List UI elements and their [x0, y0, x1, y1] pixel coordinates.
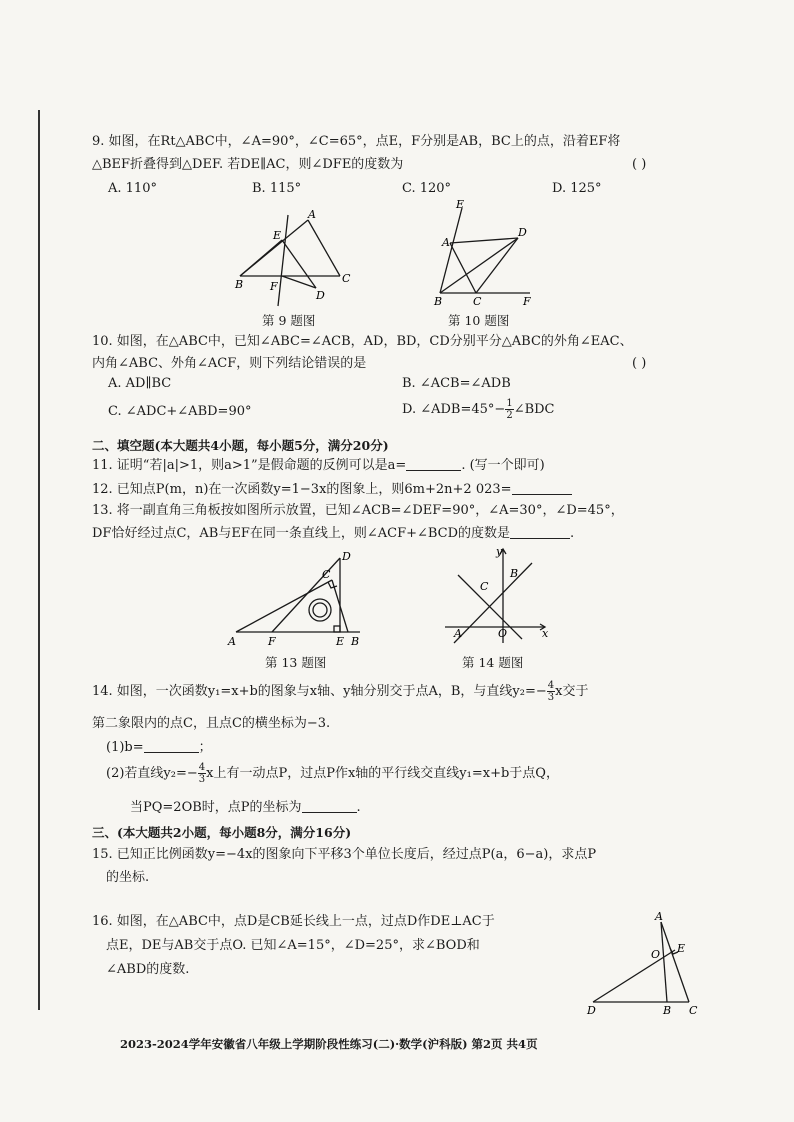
answer-paren-q9: ( ) — [632, 157, 647, 172]
question-14-line-2: 第二象限内的点C，且点C的横坐标为−3. — [92, 716, 331, 731]
page-footer: 2023-2024学年安徽省八年级上学期阶段性练习(二)·数学(沪科版) 第2页 共4页 — [120, 1037, 538, 1051]
answer-paren-q10: ( ) — [632, 356, 647, 371]
fig13-label-a: A — [228, 635, 236, 648]
fig13-label-d: D — [342, 550, 351, 563]
question-16-line-3: ∠ABD的度数. — [106, 962, 190, 977]
fig14-label-a: A — [454, 627, 462, 640]
figure-10 — [430, 198, 540, 308]
q10-option-d — [402, 398, 555, 421]
figure-16 — [585, 910, 705, 1020]
q14-frac-num: 4 — [547, 680, 555, 691]
section-2-heading: 二、填空题(本大题共4小题，每小题5分，满分20分) — [92, 438, 389, 453]
fig14-label-b: B — [510, 567, 519, 580]
question-15-line-1: 15. 已知正比例函数y=−4x的图象向下平移3个单位长度后，经过点P(a，6−a)，求点P — [92, 847, 597, 862]
question-14-line-1 — [92, 680, 692, 704]
fig10-label-a: A — [442, 236, 450, 249]
fig10-label-f: F — [523, 295, 531, 308]
figure-13 — [228, 550, 378, 650]
fig16-label-o: O — [651, 948, 661, 961]
q9-option-b: B. 115° — [252, 181, 302, 196]
q12-answer-blank[interactable] — [512, 480, 572, 495]
fig16-label-b: B — [663, 1004, 672, 1017]
fig9-label-f: F — [270, 280, 278, 293]
q9-option-d: D. 125° — [552, 181, 602, 196]
fig9-label-e: E — [273, 229, 282, 242]
fig10-label-d: D — [518, 226, 527, 239]
q14-part-2-line-1 — [106, 762, 706, 786]
fig14-label-c: C — [480, 580, 489, 593]
q14-fraction — [547, 680, 555, 703]
q14-part1-text: (1)b= — [106, 740, 144, 755]
fig16-label-e: E — [677, 942, 686, 955]
question-15-line-2: 的坐标. — [106, 870, 150, 885]
q14-part-1 — [106, 736, 706, 760]
q9-option-c: C. 120° — [402, 181, 452, 196]
fig13-caption: 第 13 题图 — [265, 655, 327, 670]
q10-fraction — [505, 398, 513, 421]
fig10-label-e: E — [456, 198, 465, 211]
fig14-label-o: O — [498, 627, 508, 640]
q14-part2-frac-den: 3 — [198, 774, 206, 785]
q14-text-suffix: x交于 — [555, 684, 589, 699]
q9-option-a: A. 110° — [108, 181, 157, 196]
q13-suffix: . — [570, 526, 575, 541]
fig10-label-b: B — [434, 295, 443, 308]
q10-option-c: C. ∠ADC+∠ABD=90° — [108, 404, 252, 419]
q14-part2-suffix: x上有一动点P，过点P作x轴的平行线交直线y₁=x+b于点Q， — [206, 766, 559, 781]
fig16-label-a: A — [655, 910, 663, 923]
q14-part2-line2-suffix: . — [356, 800, 361, 815]
fig13-label-c: C — [322, 568, 331, 581]
q10-option-b: B. ∠ACB=∠ADB — [402, 376, 511, 391]
q14-text: 14. 如图，一次函数y₁=x+b的图象与x轴、y轴分别交于点A，B，与直线y₂=− — [92, 684, 547, 699]
question-9-line-1: 9. 如图，在Rt△ABC中，∠A=90°，∠C=65°，点E，F分别是AB，BC上的点，沿着EF将 — [92, 134, 621, 149]
q14-part2-text: (2)若直线y₂=− — [106, 766, 198, 781]
q14-part2-fraction — [198, 762, 206, 785]
fig9-label-d: D — [316, 289, 325, 302]
q11-text: 11. 证明“若|a|>1，则a>1”是假命题的反例可以是a= — [92, 458, 407, 473]
question-13-line-1: 13. 将一副直角三角板按如图所示放置，已知∠ACB=∠DEF=90°，∠A=30°，∠D=45°， — [92, 503, 624, 518]
fig13-label-b: B — [351, 635, 360, 648]
q10-option-d-suffix: ∠BDC — [513, 402, 555, 417]
fig16-label-d: D — [587, 1004, 596, 1017]
question-10-line-2: 内角∠ABC、外角∠ACF，则下列结论错误的是 — [92, 356, 367, 371]
q11-suffix: . (写一个即可) — [461, 458, 545, 473]
q11-answer-blank[interactable] — [406, 456, 461, 471]
q14-part2-answer-blank[interactable] — [302, 798, 357, 813]
fig14-label-x: x — [542, 627, 549, 640]
figure-9 — [230, 210, 360, 310]
q14-part2-frac-num: 4 — [198, 762, 206, 773]
fig14-label-y: y — [496, 545, 503, 558]
fig16-label-c: C — [689, 1004, 698, 1017]
fig10-label-c: C — [473, 295, 482, 308]
q13-answer-blank[interactable] — [510, 524, 570, 539]
fig13-label-e: E — [336, 635, 345, 648]
q14-part1-suffix: ； — [198, 740, 212, 755]
q10-option-d-prefix: D. ∠ADB=45°− — [402, 402, 506, 417]
q10-option-a: A. AD∥BC — [108, 376, 172, 391]
q14-part2-line2-text: 当PQ=2OB时，点P的坐标为 — [130, 800, 302, 815]
q14-part1-answer-blank[interactable] — [144, 738, 199, 753]
question-13-line-2 — [92, 522, 692, 546]
question-11 — [92, 454, 692, 478]
q10-frac-den: 2 — [506, 410, 513, 421]
q13-text: DF恰好经过点C，AB与EF在同一条直线上，则∠ACF+∠BCD的度数是 — [92, 526, 511, 541]
question-16-line-1: 16. 如图，在△ABC中，点D是CB延长线上一点，过点D作DE⊥AC于 — [92, 914, 495, 929]
q12-text: 12. 已知点P(m，n)在一次函数y=1−3x的图象上，则6m+2n+2 023= — [92, 482, 512, 497]
question-9-line-2: △BEF折叠得到△DEF. 若DE∥AC，则∠DFE的度数为 — [92, 157, 404, 172]
figure-14 — [440, 545, 555, 650]
fig13-label-f: F — [268, 635, 276, 648]
fig9-caption: 第 9 题图 — [262, 313, 316, 328]
fig9-label-b: B — [235, 278, 244, 291]
question-16-line-2: 点E，DE与AB交于点O. 已知∠A=15°，∠D=25°，求∠BOD和 — [106, 938, 480, 953]
section-3-heading: 三、(本大题共2小题，每小题8分，满分16分) — [92, 825, 352, 840]
binding-margin-line — [38, 110, 40, 1010]
q14-frac-den: 3 — [547, 692, 555, 703]
fig14-caption: 第 14 题图 — [462, 655, 524, 670]
q14-part-2-line-2 — [130, 796, 730, 820]
fig10-caption: 第 10 题图 — [448, 313, 510, 328]
q10-frac-num: 1 — [506, 398, 513, 409]
fig9-label-a: A — [308, 208, 316, 221]
question-10-line-1: 10. 如图，在△ABC中，已知∠ABC=∠ACB，AD，BD，CD分别平分△ABC的外角∠EAC、 — [92, 334, 633, 349]
fig9-label-c: C — [342, 272, 351, 285]
